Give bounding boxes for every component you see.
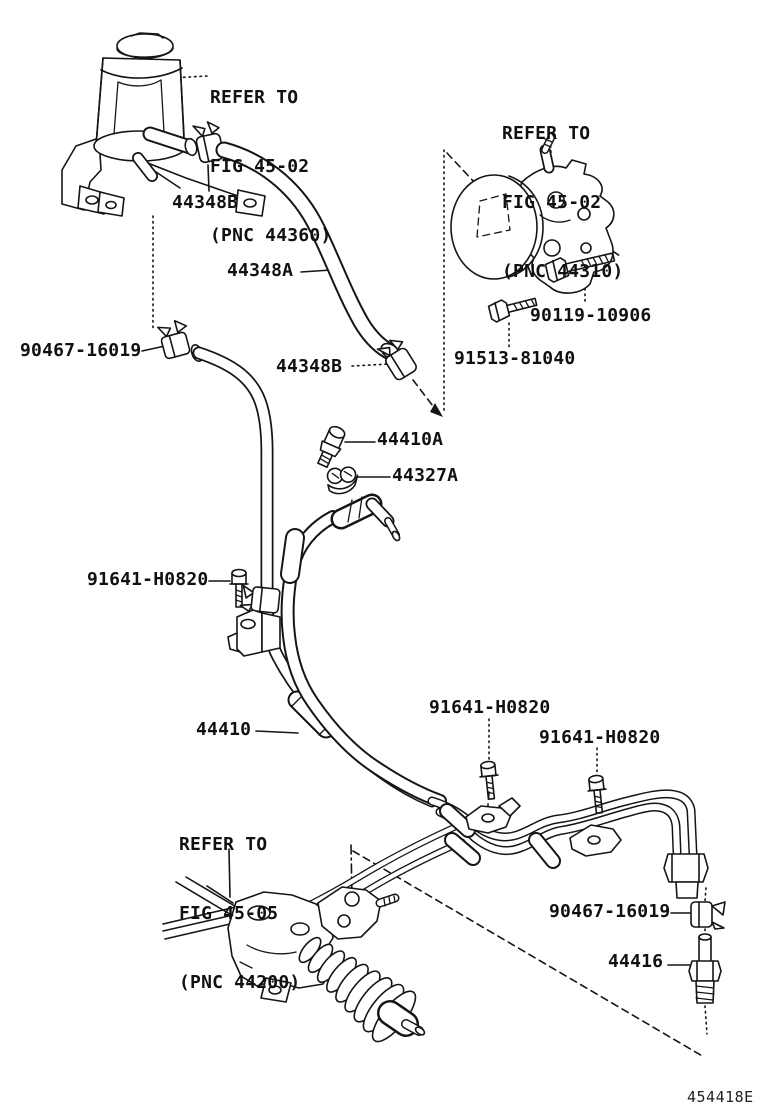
part-label-44416: 44416 [608, 951, 664, 972]
part-label-91641-h0820-right: 91641-H0820 [539, 727, 661, 748]
reference-line: REFER TO [502, 123, 591, 144]
part-label-90467-16019-right: 90467-16019 [549, 901, 671, 922]
reference-line: (PNC 44310) [502, 261, 624, 282]
union-bolt-44416-drawing [689, 934, 721, 1003]
figure-code: 454418E [687, 1088, 754, 1106]
clip-90467-right-drawing [691, 902, 725, 929]
hose-44410-pressure-drawing [288, 497, 440, 801]
reference-line: (PNC 44200) [179, 972, 301, 993]
reference-line: REFER TO [179, 834, 268, 855]
fitting-44410a-drawing [313, 424, 348, 470]
part-label-44348b-mid: 44348B [276, 356, 343, 377]
reference-note-44310 [502, 76, 623, 306]
part-label-91641-h0820-left: 91641-H0820 [87, 569, 209, 590]
part-label-44348a: 44348A [227, 260, 294, 281]
reference-line: FIG 45-02 [502, 192, 602, 213]
part-label-90119-10906: 90119-10906 [530, 305, 652, 326]
part-label-91641-h0820-mid: 91641-H0820 [429, 697, 551, 718]
clamp-44327a-drawing [324, 463, 360, 496]
part-label-90467-16019-left: 90467-16019 [20, 340, 142, 361]
reference-note-44360 [210, 40, 331, 270]
reference-note-44200 [179, 787, 300, 1017]
reference-line: (PNC 44360) [210, 225, 332, 246]
clip-90467-left-drawing [157, 318, 193, 359]
part-label-91513-81040: 91513-81040 [454, 348, 576, 369]
part-label-44348b-top: 44348B [172, 192, 239, 213]
reference-line: FIG 45-05 [179, 903, 279, 924]
reference-line: REFER TO [210, 87, 299, 108]
part-label-44327a: 44327A [392, 465, 459, 486]
part-label-44410: 44410 [196, 719, 252, 740]
reference-line: FIG 45-02 [210, 156, 310, 177]
part-label-44410a: 44410A [377, 429, 444, 450]
